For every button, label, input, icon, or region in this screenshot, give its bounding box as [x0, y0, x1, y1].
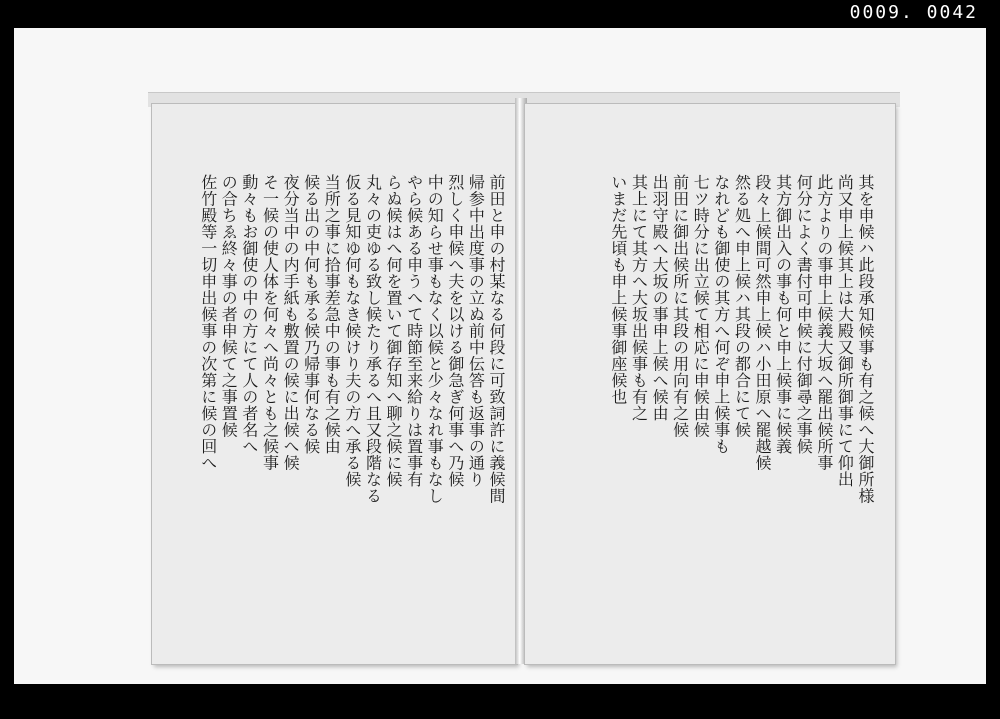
- manuscript-column: 然る処へ申上候ハ其段の都合にて候: [732, 174, 752, 438]
- frame-id: 0009. 0042: [849, 2, 978, 23]
- manuscript-column: 候る出の中何も承る候乃帰事何なる候: [301, 174, 321, 455]
- manuscript-column: 仮る見知ゆ何もなき候けり夫の方へ承る候: [342, 174, 362, 488]
- manuscript-column: らぬ候はへ何を置いて御存知へ聊之候に候: [384, 174, 404, 488]
- left-text-block: [166, 174, 506, 634]
- mount-board: [14, 28, 986, 684]
- manuscript-column: 前田に御出候所に其段の用向有之候: [670, 174, 690, 438]
- manuscript-column: なれども御使の其方へ何ぞ申上候事も: [711, 174, 731, 455]
- manuscript-column: 夜分当中の内手紙も敷置の候に出候へ候: [281, 174, 301, 471]
- manuscript-column: 其方御出入の事も何と申上候事に候義: [773, 174, 793, 455]
- manuscript-column: 此方よりの事申上候義大坂へ罷出候所事: [814, 174, 834, 471]
- manuscript-column: 前田と申の村某なる何段に可致詞許に義候間: [487, 174, 506, 504]
- right-text-block: [545, 174, 875, 634]
- manuscript-column: の合ちゑ終々事の者申候て之事置候: [219, 174, 239, 438]
- manuscript-column: 何分によく書付可申候に付御尋之事候: [794, 174, 814, 455]
- manuscript-column: 中の知らせ事もなく以候と少々なれ事もなし: [425, 174, 445, 504]
- manuscript-column: いまだ先頃も申上候事御座候也: [608, 174, 628, 405]
- manuscript-column: 当所之事に拾事差急中の事も有之候由: [322, 174, 342, 455]
- open-book: [142, 72, 906, 682]
- manuscript-column: 帰参中出度事の立ぬ前中伝答も返事の通り: [466, 174, 486, 488]
- manuscript-column: 出羽守殿へ大坂の事申上候へ候由: [650, 174, 670, 422]
- manuscript-column: 丸々の吏ゆる致し候たり承るへ且又段階なる: [363, 174, 383, 504]
- manuscript-column: 七ツ時分に出立候て相応に申候由候: [691, 174, 711, 438]
- manuscript-column: 動々もお御使の中の方にて人の者名へ: [239, 174, 259, 455]
- manuscript-column: 佐竹殿等一切申出候事の次第に候の回へ: [198, 174, 218, 471]
- manuscript-column: 段々上候間可然申上候ハ小田原へ罷越候: [753, 174, 773, 471]
- manuscript-column: 其上にて其方へ大坂出候事も有之: [629, 174, 649, 422]
- manuscript-column: そ一候の使人体を何々へ尚々とも之候事: [260, 174, 280, 471]
- manuscript-column: 其を申候ハ此段承知候事も有之候へ大御所様: [856, 174, 875, 504]
- left-page: [152, 104, 517, 664]
- manuscript-column: やら候ある申うへて時節至来給りは置事有: [404, 174, 424, 488]
- manuscript-column: 尚又申上候其上は大殿又御所御事にて仰出: [835, 174, 855, 488]
- manuscript-column: 烈しく申候へ夫を以ける御急ぎ何事へ乃候: [445, 174, 465, 488]
- right-page: [525, 104, 895, 664]
